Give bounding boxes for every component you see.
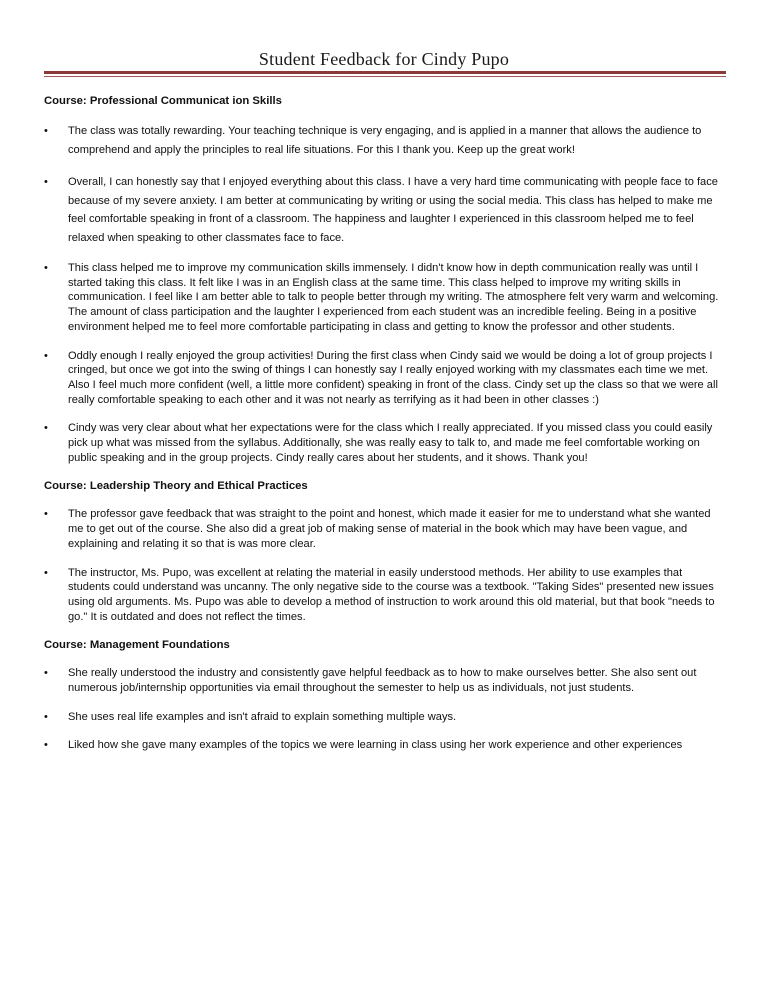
list-item [44,173,726,247]
course-heading: Course: Management Foundations [44,639,230,652]
title-underline-thick [44,71,726,74]
bullet-icon: • [44,667,48,680]
bullet-icon: • [44,176,48,188]
feedback-list [44,122,726,465]
page-title: Student Feedback for Cindy Pupo [258,49,510,69]
list-item [44,710,726,725]
bullet-icon: • [44,262,48,274]
feedback-text: This class helped me to improve my communication skills immensely. I didn't know how in depth communication really was until I started taking this class. It felt like I was in an English class at the same time. This class helped to improve my writing skills in communication. I feel like I am better able to talk to people better through my writing. The atmosphere felt very warm and welcoming. The amount of class participation and the laughter I experienced from each student was an incredible feeling. Being in a positive environment helped me to feel more comfortable participating in class and getting to know the professor and other students. [68,262,719,333]
bullet-icon: • [44,422,48,435]
feedback-list [44,666,726,753]
bullet-icon: • [44,566,48,579]
feedback-content [44,94,726,767]
feedback-text: The professor gave feedback that was straight to the point and honest, which made it easier for me to understand what she wanted me to get out of the course. She also did a great job of making sense of material in the book which may have been vague, and explaining and relating it so that is was more clear. [68,508,711,550]
feedback-list [44,507,726,624]
list-item [44,666,726,695]
bullet-icon: • [44,739,48,752]
list-item [44,566,726,625]
bullet-icon: • [44,349,48,362]
bullet-icon: • [44,125,48,137]
bullet-icon: • [44,508,48,521]
course-section [44,638,726,753]
list-item [44,421,726,465]
feedback-text: She really understood the industry and consistently gave helpful feedback as to how to make ourselves better. She also sent out numerous job/internship opportunities via email throughout the semester to help us as individuals, not just students. [68,667,697,695]
feedback-text: The class was totally rewarding. Your teaching technique is very engaging, and is applied in a manner that allows the audience to comprehend and apply the principles to real life situations. For this I thank you. Keep up the great work! [68,125,702,156]
list-item [44,122,726,159]
feedback-text: She uses real life examples and isn't afraid to explain something multiple ways. [68,710,457,723]
list-item [44,261,726,335]
list-item [44,507,726,551]
list-item [44,738,726,753]
course-heading: Course: Professional Communicat ion Skills [44,95,282,107]
feedback-text: The instructor, Ms. Pupo, was excellent at relating the material in easily understood methods. Her ability to use examples that students could understand was uncanny. The only negative side to the course was a textbook. "Taking Sides" presented new issues using old arguments. Ms. Pupo was able to develop a method of instruction to work around this old material, but that book "needs to go." It is outdated and does not reflect the times. [68,566,715,623]
feedback-text: Cindy was very clear about what her expectations were for the class which I really appreciated. If you missed class you could easily pick up what was missed from the syllabus. Additionally, she was really easy to talk to, and made me feel comfortable working on public speaking and in the group projects. Cindy really cares about her students, and it shows. Thank you! [68,422,713,464]
bullet-icon: • [44,710,48,723]
course-section [44,479,726,624]
course-section [44,94,726,465]
feedback-text: Liked how she gave many examples of the topics we were learning in class using her work experience and other experiences [68,739,683,752]
feedback-text: Overall, I can honestly say that I enjoyed everything about this class. I have a very hard time communicating with people face to face because of my severe anxiety. I am better at communicating by writing or using the social media. This class has helped to make me feel comfortable speaking in front of a classroom. The happiness and laughter I experienced in this classroom helped me to feel relaxed when speaking to other classmates face to face. [68,176,718,244]
course-heading: Course: Leadership Theory and Ethical Practices [44,480,308,493]
list-item [44,349,726,408]
title-underline-thin [44,76,726,77]
feedback-text: Oddly enough I really enjoyed the group activities! During the first class when Cindy said we would be doing a lot of group projects I cringed, but once we got into the swing of things I can honestly say I really enjoyed working with my classmates each time we met. Also I feel much more confident (well, a little more confident) speaking in front of the class. Cindy set up the class so that we were all really comfortable speaking to each other and it was not nearly as terrifying as it had been in other classes :) [68,349,718,406]
